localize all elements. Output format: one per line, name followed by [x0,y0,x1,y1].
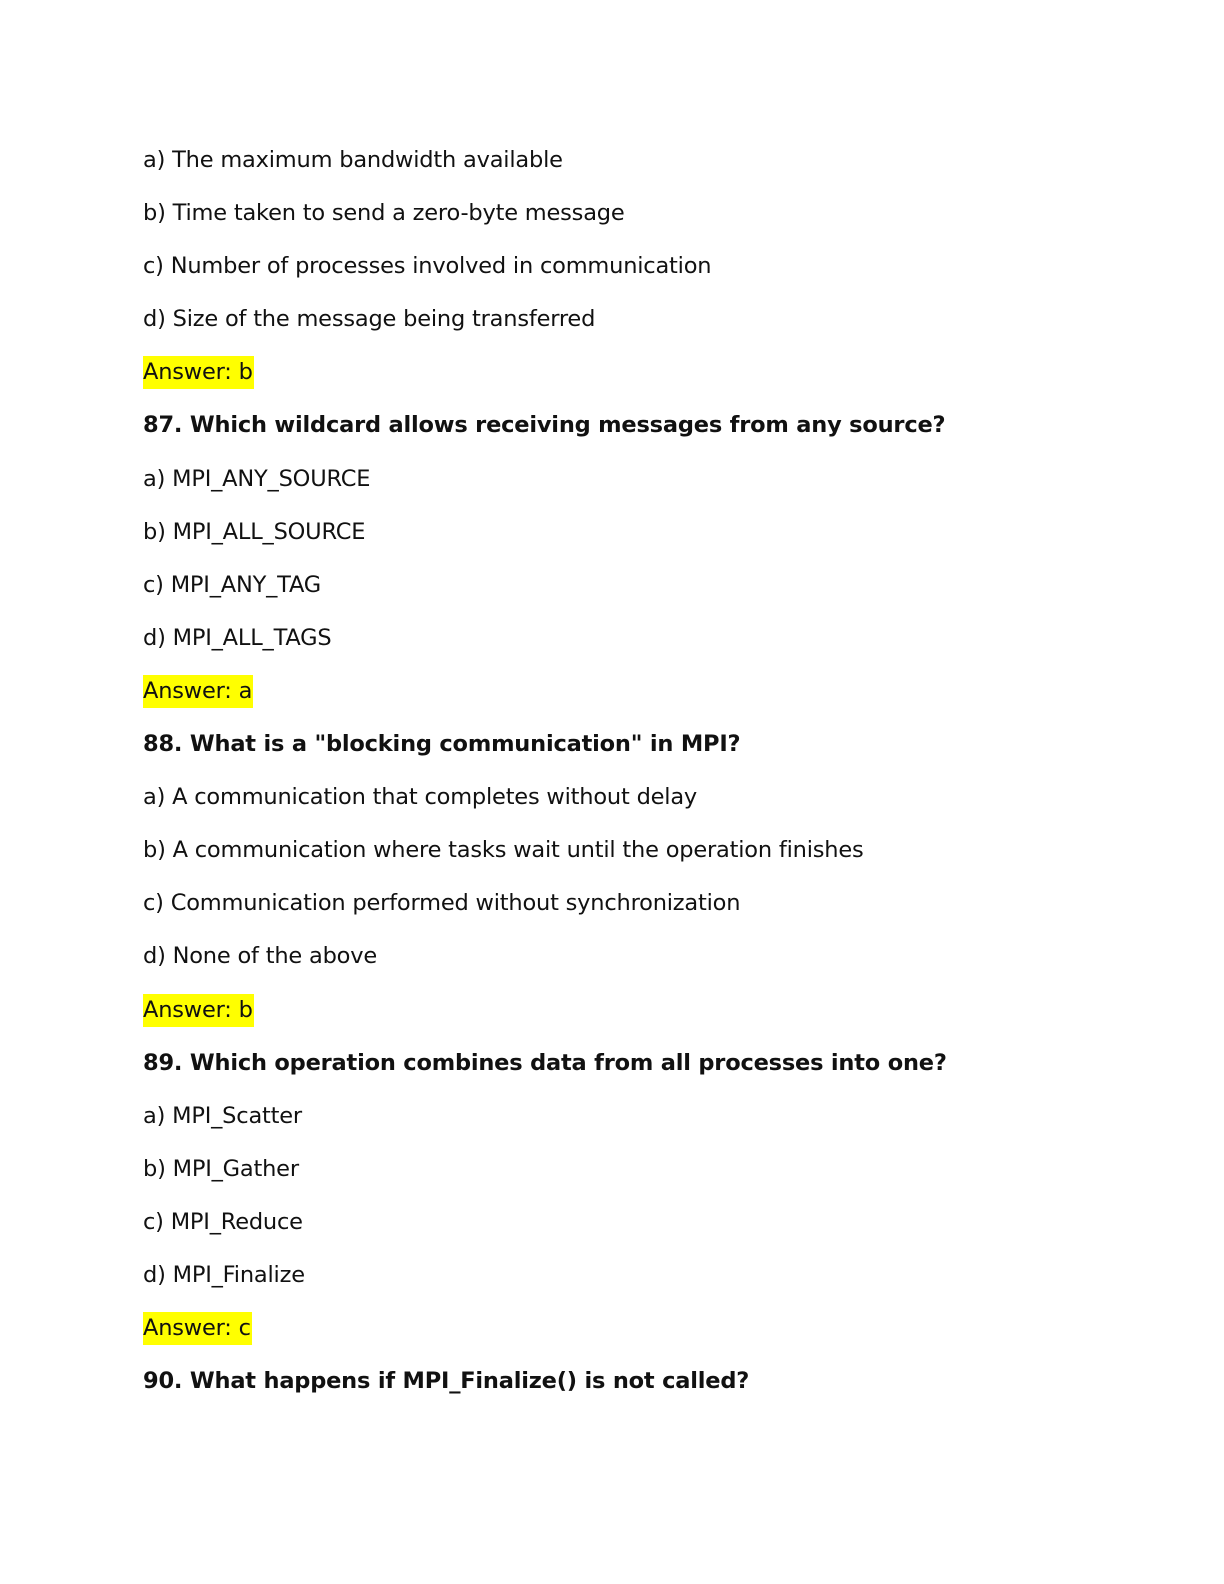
option-c: c) MPI_ANY_TAG [143,571,322,598]
option-c: c) MPI_Reduce [143,1208,303,1235]
answer-highlight: Answer: b [143,994,254,1027]
option-b: b) A communication where tasks wait until the operation finishes [143,837,864,864]
answer-line [143,352,1103,405]
question-90: 90. What happens if MPI_Finalize() is not called? [143,1368,750,1395]
answer-line [143,671,1103,724]
question-89: 89. Which operation combines data from all processes into one? [143,1049,947,1076]
option-b: b) MPI_ALL_SOURCE [143,518,366,545]
option-d: d) MPI_Finalize [143,1261,305,1288]
document-content [143,140,1103,1414]
answer-highlight: Answer: b [143,356,254,389]
question-87: 87. Which wildcard allows receiving messages from any source? [143,412,946,439]
option-c: c) Communication performed without synchronization [143,890,741,917]
option-c: c) Number of processes involved in communication [143,253,712,280]
option-a: a) MPI_Scatter [143,1102,302,1129]
option-b: b) MPI_Gather [143,1155,299,1182]
option-d: d) MPI_ALL_TAGS [143,624,332,651]
option-a: a) A communication that completes without delay [143,784,698,811]
answer-highlight: Answer: a [143,675,253,708]
question-88: 88. What is a "blocking communication" in MPI? [143,731,741,758]
option-a: a) MPI_ANY_SOURCE [143,465,371,492]
option-a: a) The maximum bandwidth available [143,147,563,173]
answer-highlight: Answer: c [143,1312,252,1345]
option-d: d) Size of the message being transferred [143,306,596,333]
answer-line [143,990,1103,1043]
option-d: d) None of the above [143,943,377,970]
option-b: b) Time taken to send a zero-byte message [143,200,625,227]
answer-line [143,1308,1103,1361]
